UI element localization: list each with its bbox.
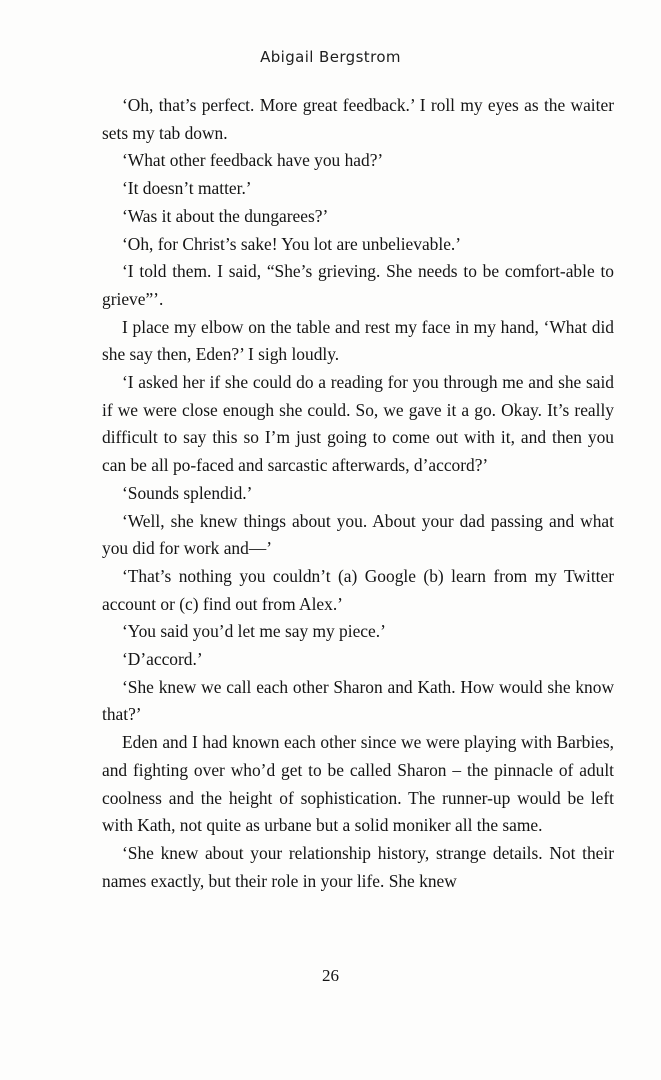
paragraph: ‘She knew about your relationship history, strange details. Not their names exactly, but their role in your life. She knew — [102, 842, 614, 891]
running-head: Abigail Bergstrom — [260, 48, 401, 66]
paragraph: ‘What other feedback have you had?’ — [122, 150, 384, 171]
paragraph: ‘Oh, that’s perfect. More great feedback.’ I roll my eyes as the waiter sets my tab down. — [102, 95, 614, 143]
paragraph: ‘Well, she knew things about you. About your dad passing and what you did for work and—’ — [102, 510, 614, 559]
paragraph: I place my elbow on the table and rest my face in my hand, ‘What did she say then, Eden?’ I sigh loudly. — [102, 316, 614, 365]
paragraph: ‘Was it about the dungarees?’ — [122, 205, 329, 226]
paragraph: Eden and I had known each other since we were playing with Barbies, and fighting over who’d get to be called Sharon – the pinnacle of adult coolness and the height of sophistication. The runner-up would be left with Kath, not quite as urbane but a solid moniker all the same. — [102, 732, 614, 836]
paragraph: ‘I told them. I said, “She’s grieving. She needs to be comfort-able to grieve”’. — [102, 261, 614, 309]
paragraph: ‘D’accord.’ — [122, 649, 203, 670]
paragraph: ‘You said you’d let me say my piece.’ — [122, 621, 386, 642]
body-text — [102, 92, 614, 895]
paragraph: ‘Sounds splendid.’ — [122, 482, 253, 503]
paragraph: ‘Oh, for Christ’s sake! You lot are unbelievable.’ — [122, 233, 462, 254]
paragraph: ‘I asked her if she could do a reading for you through me and she said if we were close enough she could. So, we gave it a go. Okay. It’s really difficult to say this so I’m just going to come out with it, and then you can be all po-faced and sarcastic afterwards, d’accord?’ — [102, 372, 614, 476]
page-number: 26 — [322, 966, 339, 985]
paragraph: ‘It doesn’t matter.’ — [122, 178, 252, 199]
paragraph: ‘That’s nothing you couldn’t (a) Google (b) learn from my Twitter account or (c) find out from Alex.’ — [102, 565, 614, 614]
paragraph: ‘She knew we call each other Sharon and Kath. How would she know that?’ — [102, 676, 614, 725]
